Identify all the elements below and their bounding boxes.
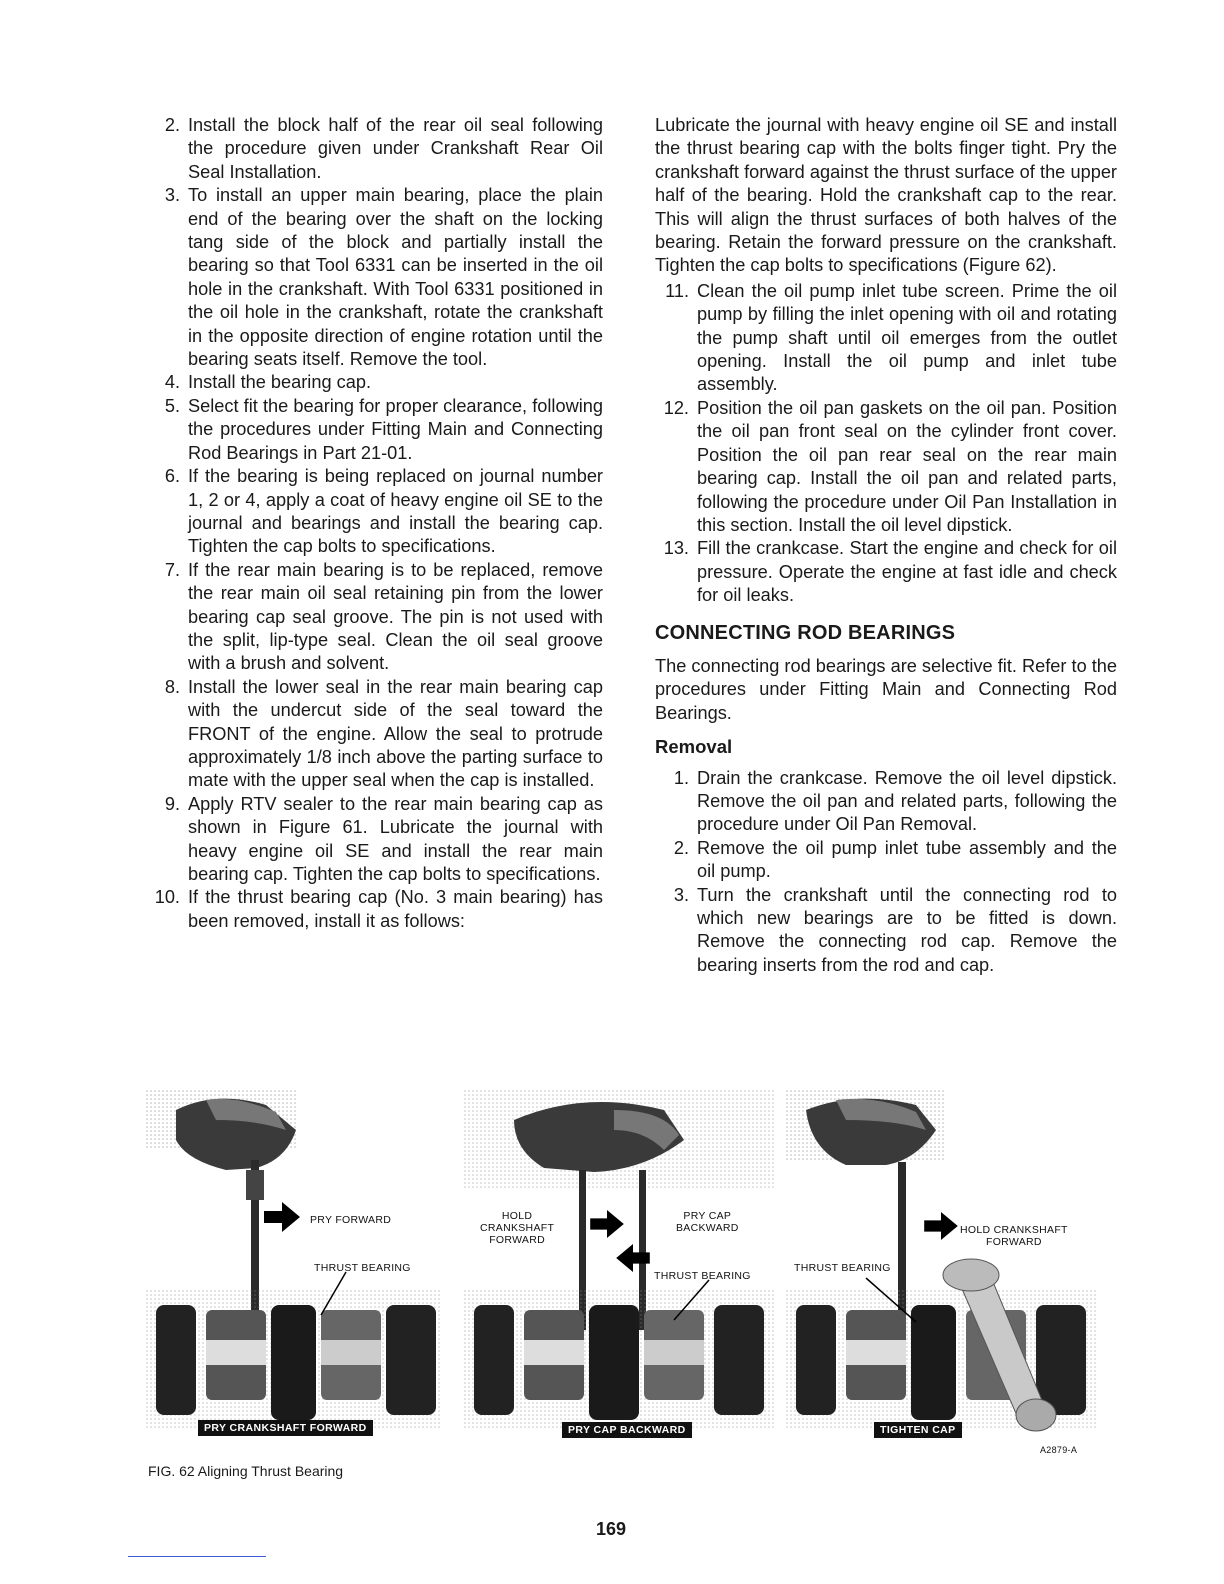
arrow-right-icon — [590, 1210, 624, 1238]
list-item: 13. Fill the crankcase. Start the engine and check for oil pressure. Operate the engine at fast idle and check for oil leaks. — [663, 538, 1117, 606]
sub-heading: Removal — [655, 736, 733, 758]
figure-caption: FIG. 62 Aligning Thrust Bearing — [148, 1463, 344, 1479]
panel-caption: PRY CRANKSHAFT FORWARD — [198, 1420, 373, 1436]
list-item: 7. If the rear main bearing is to be replaced, remove the rear main oil seal retaining pin from the lower bearing cap seal groove. The pin is not used with the split, lip-type seal. Clean the oil seal groove with a brush and solvent. — [164, 559, 603, 674]
label-pry-cap-backward: PRY CAP BACKWARD — [676, 1210, 739, 1234]
section-heading: CONNECTING ROD BEARINGS — [655, 621, 956, 644]
figure-panel-tighten-cap — [786, 1090, 1096, 1455]
list-item: 2. Install the block half of the rear oil seal following the procedure given under Crankshaft Rear Oil Seal Installation. — [164, 115, 603, 182]
label-pry-forward: PRY FORWARD — [310, 1214, 392, 1226]
list-item: 10. If the thrust bearing cap (No. 3 main bearing) has been removed, install it as follows: — [154, 887, 603, 931]
arrow-right-icon — [264, 1202, 300, 1232]
label-hold-crankshaft-forward: HOLD CRANKSHAFT FORWARD — [480, 1210, 555, 1246]
right-column — [655, 114, 1117, 977]
footer-divider — [128, 1556, 266, 1557]
label-thrust-bearing: THRUST BEARING — [314, 1262, 411, 1274]
list-item: 9. Apply RTV sealer to the rear main bearing cap as shown in Figure 61. Lubricate the journal with heavy engine oil SE and install the rear main bearing cap. Tighten the cap bolts to specifications. — [164, 793, 603, 884]
panel-caption: TIGHTEN CAP — [874, 1422, 962, 1438]
list-item: 8. Install the lower seal in the rear main bearing cap with the undercut side of the seal toward the FRONT of the engine. Allow the seal to protrude approximately 1/8 inch above the parting surface to mate with the upper seal when the cap is installed. — [164, 676, 603, 791]
label-thrust-bearing: THRUST BEARING — [654, 1270, 751, 1282]
figure-62 — [146, 1090, 1096, 1455]
list-item: 1. Drain the crankcase. Remove the oil level dipstick. Remove the oil pan and related parts, following the procedure under Oil Pan Removal. — [673, 767, 1117, 835]
list-item: 11. Clean the oil pump inlet tube screen. Prime the oil pump by filling the inlet opening with oil and rotating the pump shaft until oil emerges from the outlet opening. Install the oil pump and inlet tube assembly. — [665, 280, 1117, 395]
list-item: 12. Position the oil pan gaskets on the oil pan. Position the oil pan front seal on the cylinder front cover. Position the oil pan rear seal on the rear main bearing cap. Install the oil pan and related parts, following the procedure under Oil Pan Installation in this section. Install the oil level dipstick. — [663, 397, 1117, 535]
list-item: 4. Install the bearing cap. — [164, 372, 372, 393]
arrow-right-icon — [924, 1212, 958, 1240]
label-thrust-bearing: THRUST BEARING — [794, 1262, 891, 1274]
list-item: 3. Turn the crankshaft until the connecting rod to which new bearings are to be fitted is down. Remove the connecting rod cap. Remove the bearing inserts from the rod and cap. — [673, 884, 1117, 975]
figure-panel-pry-forward — [146, 1090, 442, 1452]
list-item: 3. To install an upper main bearing, place the plain end of the bearing over the shaft on the locking tang side of the block and partially install the bearing so that Tool 6331 can be inserted in the oil hole in the crankshaft. With Tool 6331 positioned in the oil hole in the crankshaft, rotate the crankshaft in the opposite direction of engine rotation until the bearing seats itself. Remove the tool. — [164, 185, 603, 370]
list-item: 5. Select fit the bearing for proper clearance, following the procedures under Fitting Main and Connecting Rod Bearings in Part 21-01. — [164, 395, 603, 463]
page-number: 169 — [596, 1519, 627, 1539]
arrow-left-icon — [616, 1244, 650, 1272]
list-item: 2. Remove the oil pump inlet tube assembly and the oil pump. — [673, 837, 1117, 882]
left-column — [148, 114, 603, 933]
label-hold-crankshaft-forward: HOLD CRANKSHAFT FORWARD — [960, 1224, 1068, 1248]
section-paragraph: The connecting rod bearings are selective fit. Refer to the procedures under Fitting Main and Connecting Rod Bearings. — [655, 655, 1118, 723]
intro-paragraph: Lubricate the journal with heavy engine oil SE and install the thrust bearing cap with the bolts finger tight. Pry the crankshaft forward against the thrust surface of the upper half of the bearing. Hold the crankshaft cap to the rear. This will align the thrust surfaces of both halves of the bearing. Retain the forward pressure on the crankshaft. Tighten the cap bolts to specifications (Figure 62). — [655, 115, 1117, 276]
list-item: 6. If the bearing is being replaced on journal number 1, 2 or 4, apply a coat of heavy engine oil SE to the journal and bearings and install the bearing cap. Tighten the cap bolts to specifications. — [164, 466, 603, 557]
panel-caption: PRY CAP BACKWARD — [562, 1422, 692, 1438]
figure-code: A2879-A — [1040, 1445, 1078, 1455]
figure-panel-pry-cap-backward — [464, 1090, 774, 1452]
